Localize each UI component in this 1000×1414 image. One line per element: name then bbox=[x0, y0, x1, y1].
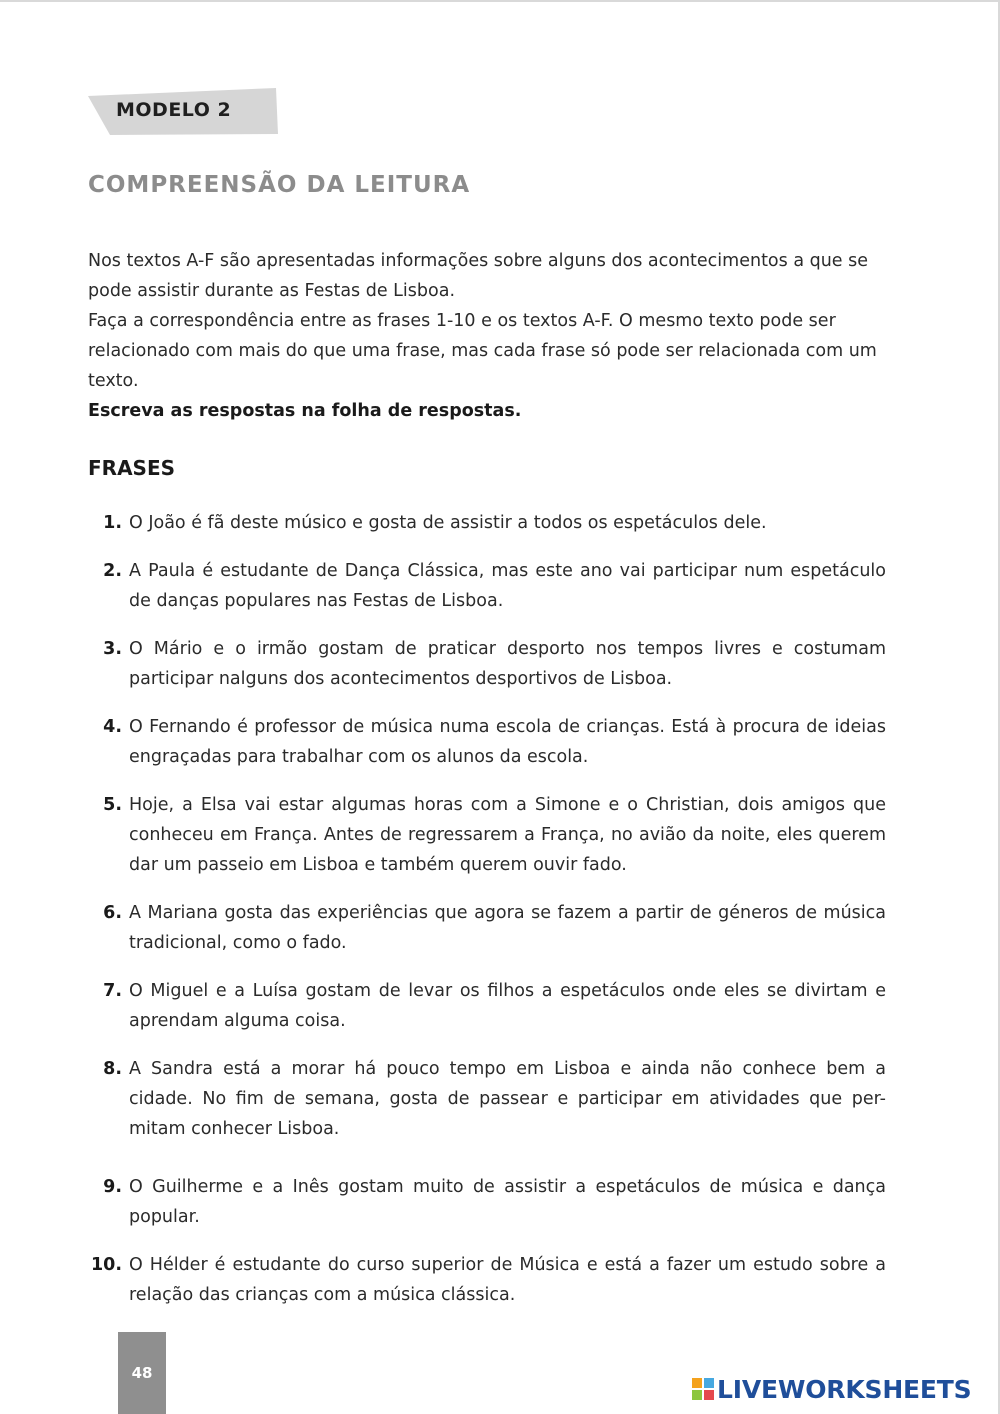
phrase-number: 9. bbox=[103, 1177, 122, 1197]
liveworksheets-logo-icon bbox=[692, 1378, 714, 1400]
phrase-text: A Paula é estudante de Dança Clássica, mas este ano vai participar num espetáculo de danças populares nas Festas de Lisboa. bbox=[129, 561, 886, 611]
phrase-text: A Mariana gosta das experiências que agora se fazem a partir de géneros de música tradicional, como o fado. bbox=[129, 903, 886, 953]
phrase-number: 1. bbox=[103, 513, 122, 533]
instructions-paragraph-1: Nos textos A-F são apresentadas informações sobre alguns dos acontecimentos a que se pode assistir durante as Festas de Lisboa. bbox=[88, 251, 869, 301]
phrase-number: 6. bbox=[103, 903, 122, 923]
phrase-number: 2. bbox=[103, 561, 122, 581]
phrase-text: O Guilherme e a Inês gostam muito de assistir a espetáculos de música e dança popular. bbox=[129, 1177, 886, 1227]
page-number: 48 bbox=[131, 1364, 153, 1382]
phrase-item bbox=[88, 634, 886, 694]
phrase-text: O Miguel e a Luísa gostam de levar os filhos a espetáculos onde eles se divirtam e aprendam alguma coisa. bbox=[129, 981, 886, 1031]
brand-watermark bbox=[692, 1373, 971, 1405]
phrase-text: Hoje, a Elsa vai estar algumas horas com a Simone e o Christian, dois amigos que conheceu em França. Antes de regressarem a França, no avião da noite, eles querem dar um passeio em Lisboa e também querem ouvir fado. bbox=[129, 795, 886, 875]
phrase-item bbox=[88, 712, 886, 772]
section-title: COMPREENSÃO DA LEITURA bbox=[88, 172, 471, 198]
phrase-item bbox=[88, 1054, 886, 1144]
phrase-list bbox=[88, 508, 886, 1328]
phrase-number: 7. bbox=[103, 981, 122, 1001]
phrase-item bbox=[88, 556, 886, 616]
instructions bbox=[88, 246, 886, 426]
phrase-text: O João é fã deste músico e gosta de assistir a todos os espetáculos dele. bbox=[129, 513, 767, 533]
phrase-number: 8. bbox=[103, 1059, 122, 1079]
page-number-box bbox=[118, 1332, 166, 1414]
phrase-item bbox=[88, 898, 886, 958]
brand-name: LIVEWORKSHEETS bbox=[717, 1374, 972, 1404]
model-tag bbox=[88, 88, 280, 136]
phrase-item bbox=[88, 1250, 886, 1310]
phrase-item bbox=[88, 790, 886, 880]
phrase-number: 5. bbox=[103, 795, 122, 815]
phrase-item bbox=[88, 1172, 886, 1232]
instructions-paragraph-2: Faça a correspondência entre as frases 1-10 e os textos A-F. O mesmo texto pode ser relacionado com mais do que uma frase, mas cada frase só pode ser relacionada com um texto. bbox=[88, 311, 877, 391]
phrase-number: 4. bbox=[103, 717, 122, 737]
phrase-text: O Mário e o irmão gostam de praticar desporto nos tempos livres e costumam participar nalguns dos acontecimentos desportivos de Lisboa. bbox=[129, 639, 886, 689]
phrase-text: O Hélder é estudante do curso superior de Música e está a fazer um estudo sobre a relação das crianças com a música clássica. bbox=[129, 1255, 886, 1305]
page-edge-top bbox=[0, 0, 1000, 2]
phrases-heading: FRASES bbox=[88, 456, 176, 480]
phrase-text: O Fernando é professor de música numa escola de crianças. Está à procura de ideias engraçadas para trabalhar com os alunos da escola. bbox=[129, 717, 886, 767]
phrase-item bbox=[88, 508, 886, 538]
instructions-bold-line: Escreva as respostas na folha de respostas. bbox=[88, 401, 522, 421]
phrase-item bbox=[88, 976, 886, 1036]
phrase-number: 3. bbox=[103, 639, 122, 659]
phrase-text: A Sandra está a morar há pouco tempo em Lisboa e ainda não conhece bem a cidade. No fim de semana, gosta de passear e participar em atividades que per-mitam conhecer Lisboa. bbox=[129, 1059, 886, 1139]
model-label: MODELO 2 bbox=[116, 99, 232, 121]
phrase-number: 10. bbox=[90, 1255, 122, 1275]
